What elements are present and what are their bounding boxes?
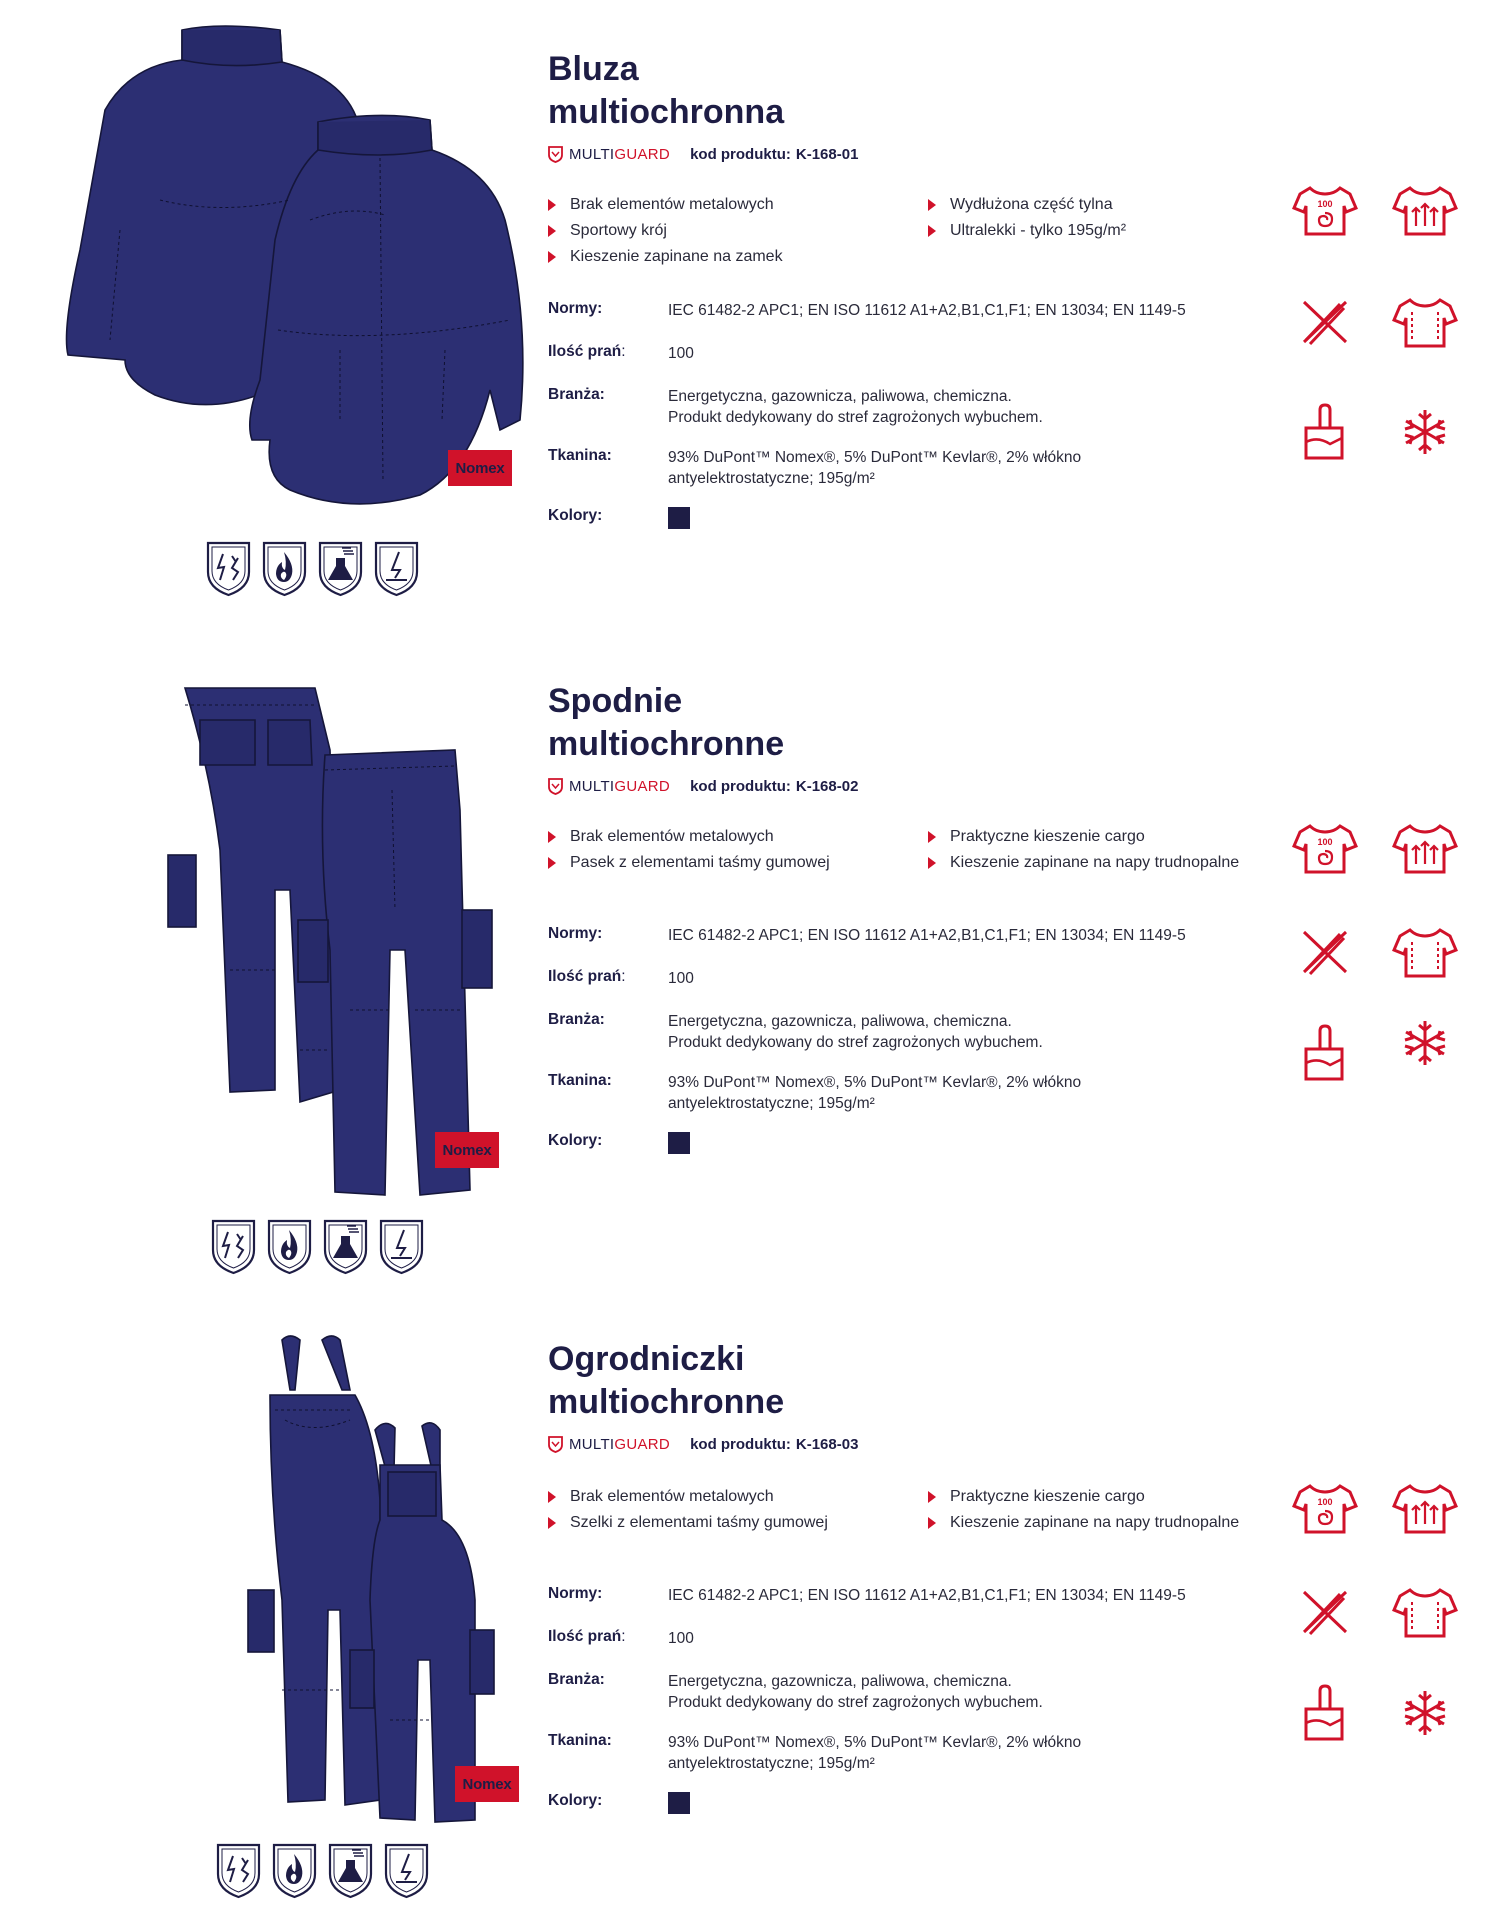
spec-industry — [548, 1671, 1288, 1713]
bullet-arrow-icon — [548, 1517, 556, 1529]
spec-label-colon: : — [621, 1628, 626, 1645]
brand-multi: MULTI — [569, 1436, 615, 1453]
feature-item — [548, 854, 928, 872]
feature-item — [548, 1488, 928, 1506]
feature-text: Pasek z elementami taśmy gumowej — [570, 854, 830, 871]
color-swatch-navy — [668, 507, 690, 529]
stretch-fit-icon — [1390, 922, 1460, 982]
bullet-arrow-icon — [928, 831, 936, 843]
cold-protection-icon — [1390, 1013, 1460, 1073]
flame-icon — [266, 1218, 313, 1275]
brand-guard: GUARD — [614, 1436, 671, 1453]
feature-text: Kieszenie zapinane na napy trudnopalne — [950, 854, 1240, 871]
spec-colors — [548, 507, 690, 529]
title-line-1: Bluza — [548, 50, 639, 88]
brand-line — [548, 1436, 858, 1453]
multiguard-shield-icon — [548, 778, 563, 795]
feature-text: Praktyczne kieszenie cargo — [950, 828, 1145, 845]
svg-text:100: 100 — [1317, 1497, 1333, 1507]
spec-industry — [548, 1011, 1288, 1053]
color-swatch-navy — [668, 1132, 690, 1154]
spec-industry — [548, 386, 1288, 428]
product-code: K-168-03 — [795, 1436, 859, 1453]
brand-multi: MULTI — [569, 778, 615, 795]
chemical-flask-icon — [322, 1218, 369, 1275]
bullet-arrow-icon — [928, 1517, 936, 1529]
feature-list — [548, 1488, 1288, 1532]
spec-label-text: Ilość prań — [548, 968, 622, 985]
spec-fabric — [548, 447, 1288, 489]
feature-text: Sportowy krój — [570, 222, 667, 239]
feature-item — [548, 222, 928, 240]
spec-label — [548, 343, 668, 364]
electric-arc-icon — [210, 1218, 257, 1275]
feature-text: Wydłużona część tylna — [950, 196, 1113, 213]
paint-resistant-icon — [1290, 1023, 1360, 1083]
no-bleach-icon — [1290, 292, 1360, 352]
spec-value: IEC 61482-2 APC1; EN ISO 11612 A1+A2,B1,C1,F1; EN 13034; EN 1149-5 — [668, 927, 1186, 944]
spec-washes — [548, 1628, 1288, 1649]
spec-fabric — [548, 1732, 1288, 1774]
no-bleach-icon — [1290, 1582, 1360, 1642]
feature-text: Ultralekki - tylko 195g/m² — [950, 222, 1127, 239]
spec-label-colon: : — [621, 343, 626, 360]
spec-colors — [548, 1792, 690, 1814]
electric-arc-icon — [205, 540, 252, 597]
product-overalls — [0, 1300, 1494, 1920]
protection-shields — [210, 1218, 425, 1275]
spec-value-line: Energetyczna, gazownicza, paliwowa, chemiczna. — [668, 1013, 1012, 1030]
stretch-fit-icon — [1390, 292, 1460, 352]
trousers-illustration — [50, 650, 550, 1210]
spec-label: Normy: — [548, 925, 603, 942]
trousers-drawing — [50, 650, 550, 1210]
spec-norms — [548, 1585, 1288, 1606]
flame-icon — [271, 1842, 318, 1899]
feature-list — [548, 828, 1288, 872]
spec-value-line: 93% DuPont™ Nomex®, 5% DuPont™ Kevlar®, 2% włókno — [668, 1074, 1082, 1091]
care-icons — [1290, 180, 1490, 500]
brand-multi: MULTI — [569, 146, 615, 163]
spec-value-line: 93% DuPont™ Nomex®, 5% DuPont™ Kevlar®, 2% włókno — [668, 1734, 1082, 1751]
paint-resistant-icon — [1290, 402, 1360, 462]
protection-shields — [215, 1842, 430, 1899]
code-label: kod produktu: — [690, 778, 791, 795]
spec-label — [548, 968, 668, 989]
feature-item — [928, 854, 1288, 872]
spec-value-line: antyelektrostatyczne; 195g/m² — [668, 1755, 875, 1772]
feature-item — [548, 828, 928, 846]
feature-item — [928, 828, 1288, 846]
bullet-arrow-icon — [928, 857, 936, 869]
wash-100-icon — [1290, 180, 1360, 240]
spec-label-text: Ilość prań — [548, 1628, 622, 1645]
title-line-2: multiochronna — [548, 93, 785, 131]
spec-value-line: Produkt dedykowany do stref zagrożonych wybuchem. — [668, 1034, 1043, 1051]
spec-fabric — [548, 1072, 1288, 1114]
no-bleach-icon — [1290, 922, 1360, 982]
spec-colors — [548, 1132, 690, 1154]
product-trousers — [0, 650, 1494, 1290]
bullet-arrow-icon — [548, 251, 556, 263]
cold-protection-icon — [1390, 402, 1460, 462]
color-swatch-navy — [668, 1792, 690, 1814]
jacket-illustration — [50, 0, 550, 560]
cold-protection-icon — [1390, 1683, 1460, 1743]
spec-label: Branża: — [548, 386, 605, 403]
wash-100-icon — [1290, 818, 1360, 878]
spec-label: Branża: — [548, 1671, 605, 1688]
bullet-arrow-icon — [548, 857, 556, 869]
spec-label — [548, 1628, 668, 1649]
spec-value — [668, 1072, 1288, 1114]
spec-value-line: Energetyczna, gazownicza, paliwowa, chemiczna. — [668, 1673, 1012, 1690]
bullet-arrow-icon — [548, 831, 556, 843]
spec-value: 100 — [668, 1630, 694, 1647]
spec-label-text: Ilość prań — [548, 343, 622, 360]
spec-value — [668, 1732, 1288, 1774]
spec-label: Branża: — [548, 1011, 605, 1028]
spec-label: Kolory: — [548, 507, 603, 524]
bullet-arrow-icon — [928, 225, 936, 237]
product-code: K-168-01 — [795, 146, 859, 163]
nomex-badge: Nomex — [455, 1766, 519, 1802]
code-label: kod produktu: — [690, 1436, 791, 1453]
spec-label: Normy: — [548, 300, 603, 317]
spec-label: Tkanina: — [548, 1732, 612, 1749]
antistatic-icon — [383, 1842, 430, 1899]
stretch-fit-icon — [1390, 1582, 1460, 1642]
spec-norms — [548, 300, 1288, 321]
wash-100-icon — [1290, 1478, 1360, 1538]
bullet-arrow-icon — [928, 1491, 936, 1503]
product-code: K-168-02 — [795, 778, 859, 795]
spec-value: 100 — [668, 970, 694, 987]
brand-line — [548, 778, 858, 795]
spec-label: Kolory: — [548, 1132, 603, 1149]
chemical-flask-icon — [317, 540, 364, 597]
svg-text:100: 100 — [1317, 199, 1333, 209]
spec-norms — [548, 925, 1288, 946]
feature-text: Praktyczne kieszenie cargo — [950, 1488, 1145, 1505]
spec-value — [668, 1011, 1288, 1053]
feature-item — [548, 1514, 928, 1532]
feature-item — [928, 1488, 1288, 1506]
product-jacket — [0, 0, 1494, 640]
bullet-arrow-icon — [548, 1491, 556, 1503]
breathable-icon — [1390, 1478, 1460, 1538]
code-label: kod produktu: — [690, 146, 791, 163]
spec-value — [668, 386, 1288, 428]
spec-value: IEC 61482-2 APC1; EN ISO 11612 A1+A2,B1,C1,F1; EN 13034; EN 1149-5 — [668, 302, 1186, 319]
breathable-icon — [1390, 818, 1460, 878]
spec-value: IEC 61482-2 APC1; EN ISO 11612 A1+A2,B1,C1,F1; EN 13034; EN 1149-5 — [668, 1587, 1186, 1604]
bullet-arrow-icon — [928, 199, 936, 211]
breathable-icon — [1390, 180, 1460, 240]
feature-text: Szelki z elementami taśmy gumowej — [570, 1514, 828, 1531]
title-line-2: multiochronne — [548, 1383, 785, 1421]
brand-guard: GUARD — [614, 778, 671, 795]
care-icons — [1290, 1478, 1490, 1798]
spec-washes — [548, 968, 1288, 989]
antistatic-icon — [378, 1218, 425, 1275]
paint-resistant-icon — [1290, 1683, 1360, 1743]
feature-text: Brak elementów metalowych — [570, 196, 774, 213]
spec-label: Normy: — [548, 1585, 603, 1602]
feature-text: Kieszenie zapinane na zamek — [570, 248, 783, 265]
spec-value — [668, 447, 1288, 489]
spec-value-line: antyelektrostatyczne; 195g/m² — [668, 470, 875, 487]
brand-guard: GUARD — [614, 146, 671, 163]
feature-list — [548, 196, 1288, 266]
nomex-badge: Nomex — [435, 1132, 499, 1168]
title-line-1: Ogrodniczki — [548, 1340, 745, 1378]
overalls-illustration — [50, 1300, 550, 1860]
feature-item — [548, 248, 928, 266]
spec-label: Tkanina: — [548, 1072, 612, 1089]
chemical-flask-icon — [327, 1842, 374, 1899]
spec-value-line: 93% DuPont™ Nomex®, 5% DuPont™ Kevlar®, 2% włókno — [668, 449, 1082, 466]
jacket-drawing — [50, 0, 550, 520]
spec-label-colon: : — [621, 968, 626, 985]
spec-value-line: Produkt dedykowany do stref zagrożonych wybuchem. — [668, 409, 1043, 426]
product-title — [548, 48, 784, 134]
feature-item — [928, 1514, 1288, 1532]
spec-value: 100 — [668, 345, 694, 362]
product-title — [548, 680, 784, 766]
spec-value — [668, 1671, 1288, 1713]
feature-text: Kieszenie zapinane na napy trudnopalne — [950, 1514, 1240, 1531]
electric-arc-icon — [215, 1842, 262, 1899]
bullet-arrow-icon — [548, 225, 556, 237]
feature-item — [928, 222, 1288, 240]
product-title — [548, 1338, 784, 1424]
flame-icon — [261, 540, 308, 597]
brand-line — [548, 146, 858, 163]
title-line-1: Spodnie — [548, 682, 683, 720]
nomex-badge: Nomex — [448, 450, 512, 486]
antistatic-icon — [373, 540, 420, 597]
bullet-arrow-icon — [548, 199, 556, 211]
spec-value-line: Produkt dedykowany do stref zagrożonych wybuchem. — [668, 1694, 1043, 1711]
spec-washes — [548, 343, 1288, 364]
multiguard-shield-icon — [548, 146, 563, 163]
spec-value-line: antyelektrostatyczne; 195g/m² — [668, 1095, 875, 1112]
feature-text: Brak elementów metalowych — [570, 828, 774, 845]
spec-value-line: Energetyczna, gazownicza, paliwowa, chemiczna. — [668, 388, 1012, 405]
feature-text: Brak elementów metalowych — [570, 1488, 774, 1505]
feature-item — [928, 196, 1288, 214]
svg-text:100: 100 — [1317, 837, 1333, 847]
spec-label: Tkanina: — [548, 447, 612, 464]
multiguard-shield-icon — [548, 1436, 563, 1453]
protection-shields — [205, 540, 420, 597]
feature-item — [548, 196, 928, 214]
care-icons — [1290, 818, 1490, 1138]
spec-label: Kolory: — [548, 1792, 603, 1809]
title-line-2: multiochronne — [548, 725, 785, 763]
